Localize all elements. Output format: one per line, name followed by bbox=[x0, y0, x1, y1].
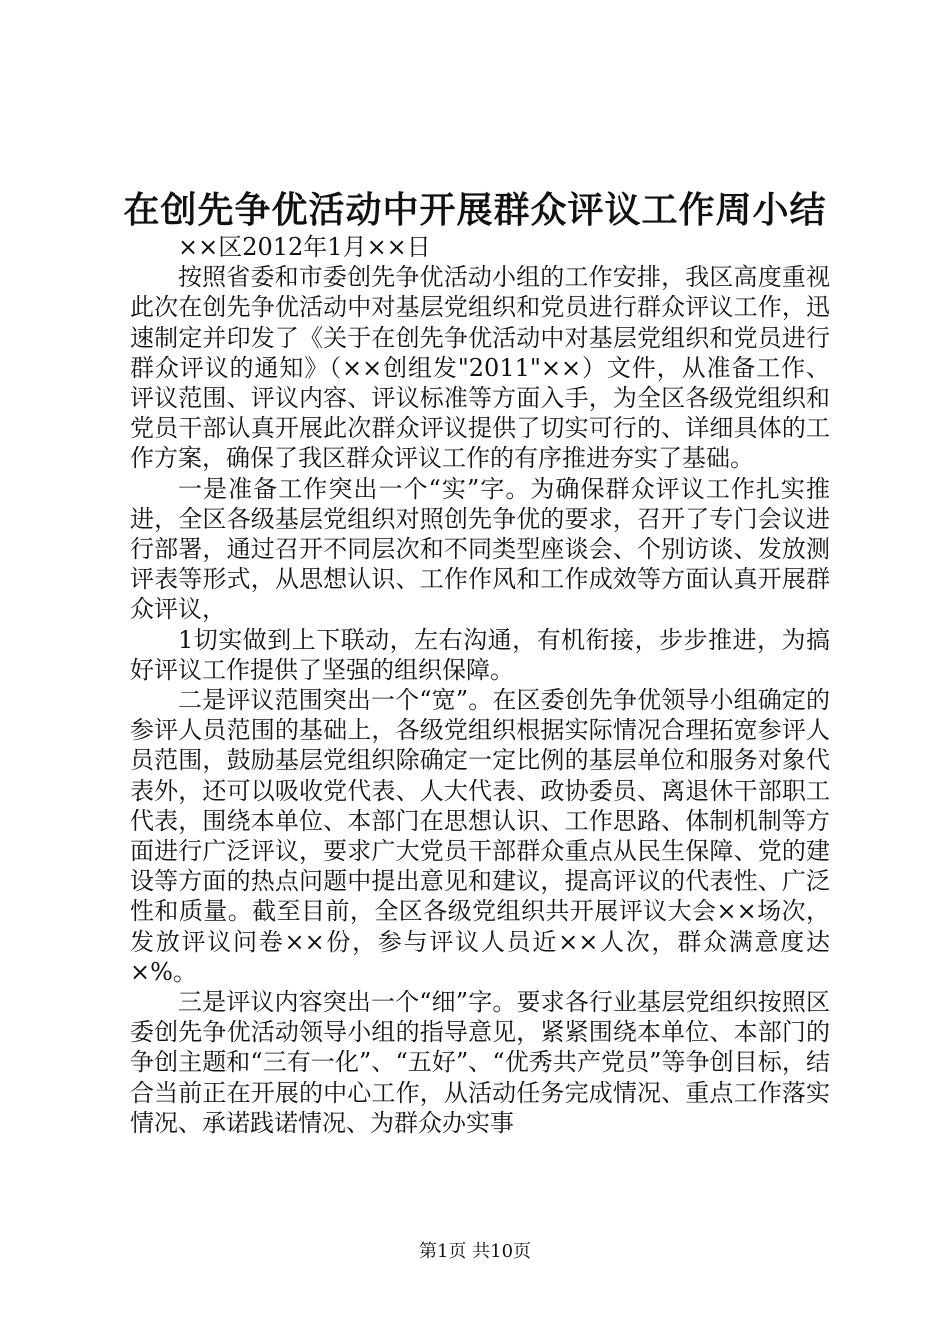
page-footer: 第1页 共10页 bbox=[418, 1241, 532, 1262]
body-paragraph: 三是评议内容突出一个“细”字。要求各行业基层党组织按照区委创先争优活动领导小组的指导意见，紧紧围绕本单位、本部门的争创主题和“三有一化”、“五好”、“优秀共产党员”等争创目标，结合当前正在开展的中心工作，从活动任务完成情况、重点工作落实情况、承诺践诺情况、为群众办实事 bbox=[130, 988, 830, 1137]
document-title: 在创先争优活动中开展群众评议工作周小结 bbox=[123, 189, 827, 231]
date-line: ××区2012年1月××日 bbox=[178, 233, 431, 261]
body-paragraph: 1切实做到上下联动，左右沟通，有机衔接，步步推进，为搞好评议工作提供了坚强的组织保障。 bbox=[130, 625, 830, 684]
body-paragraph: 一是准备工作突出一个“实”字。为确保群众评议工作扎实推进，全区各级基层党组织对照创先争优的要求，召开了专门会议进行部署，通过召开不同层次和不同类型座谈会、个别访谈、发放测评表等形式，从思想认识、工作作风和工作成效等方面认真开展群众评议， bbox=[130, 474, 830, 624]
document-body bbox=[130, 232, 830, 1138]
body-paragraph: 按照省委和市委创先争优活动小组的工作安排，我区高度重视此次在创先争优活动中对基层党组织和党员进行群众评议工作，迅速制定并印发了《关于在创先争优活动中对基层党组织和党员进行群众评议的通知》（××创组发"2011"××）文件，从准备工作、评议范围、评议内容、评议标准等方面入手，为全区各级党组织和党员干部认真开展此次群众评议提供了切实可行的、详细具体的工作方案，确保了我区群众评议工作的有序推进夯实了基础。 bbox=[130, 263, 830, 473]
body-paragraph: 二是评议范围突出一个“宽”。在区委创先争优领导小组确定的参评人员范围的基础上，各级党组织根据实际情况合理拓宽参评人员范围，鼓励基层党组织除确定一定比例的基层单位和服务对象代表外，还可以吸收党代表、人大代表、政协委员、离退休干部职工代表，围绕本单位、本部门在思想认识、工作思路、体制机制等方面进行广泛评议，要求广大党员干部群众重点从民生保障、党的建设等方面的热点问题中提出意见和建议，提高评议的代表性、广泛性和质量。截至目前，全区各级党组织共开展评议大会××场次，发放评议问卷××份，参与评议人员近××人次，群众满意度达×%。 bbox=[130, 686, 830, 986]
